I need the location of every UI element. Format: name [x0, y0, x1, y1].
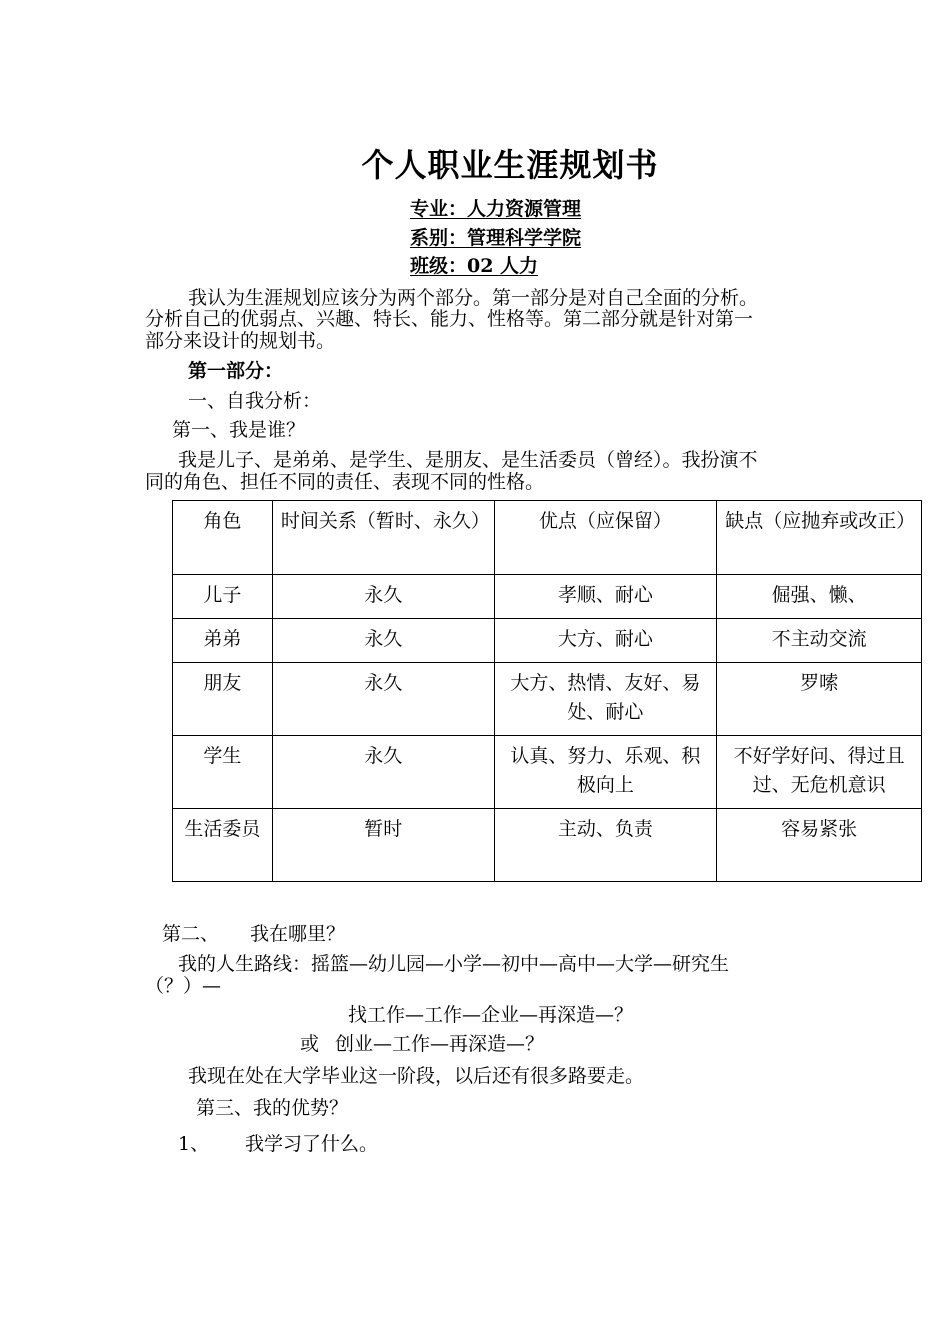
intro-line-3: 部分来设计的规划书。: [145, 330, 336, 352]
major-line: 专业：人力资源管理: [410, 198, 582, 220]
table-cell: 认真、努力、乐观、积极向上: [494, 736, 717, 809]
table-row: [173, 736, 922, 809]
table-cell: 孝顺、耐心: [494, 575, 717, 619]
table-header-cell: 优点（应保留）: [494, 501, 717, 575]
who-am-i-text-1: 我是儿子、是弟弟、是学生、是朋友、是生活委员（曾经）。我扮演不: [178, 449, 758, 471]
table-cell: 倔强、懒、: [717, 575, 922, 619]
life-path-line-3: 找工作—工作—企业—再深造—？: [348, 1004, 634, 1026]
current-stage-text: 我现在处在大学毕业这一阶段，以后还有很多路要走。: [188, 1065, 645, 1087]
part1-heading: 第一部分：: [188, 360, 284, 382]
table-cell: 儿子: [173, 575, 273, 619]
roles-table: [172, 500, 922, 882]
table-cell: 弟弟: [173, 619, 273, 663]
my-advantages-heading: 第三、我的优势？: [196, 1097, 349, 1119]
table-cell: 不好学好问、得过且过、无危机意识: [717, 736, 922, 809]
table-cell: 不主动交流: [717, 619, 922, 663]
table-header-cell: 时间关系（暂时、永久）: [272, 501, 494, 575]
table-cell: 暂时: [272, 809, 494, 882]
table-cell: 大方、耐心: [494, 619, 717, 663]
table-cell: 容易紧张: [717, 809, 922, 882]
who-am-i-heading: 第一、我是谁？: [172, 419, 306, 441]
table-cell: 大方、热情、友好、易处、耐心: [494, 663, 717, 736]
table-cell: 朋友: [173, 663, 273, 736]
list-item-text: 我学习了什么。: [245, 1133, 379, 1155]
table-header-row: [173, 501, 922, 575]
table-header-cell: 缺点（应抛弃或改正）: [717, 501, 922, 575]
page-title: 个人职业生涯规划书: [361, 146, 659, 184]
life-path-line-1: 我的人生路线：摇篮—幼儿园—小学—初中—高中—大学—研究生: [178, 953, 730, 975]
table-row: [173, 809, 922, 882]
where-am-i-number: 第二、: [162, 923, 220, 945]
table-cell: 学生: [173, 736, 273, 809]
table-cell: 永久: [272, 575, 494, 619]
table-header-cell: 角色: [173, 501, 273, 575]
table-cell: 永久: [272, 736, 494, 809]
table-row: [173, 575, 922, 619]
table-row: [173, 663, 922, 736]
where-am-i-heading: 我在哪里？: [250, 923, 346, 945]
list-item-number: 1、: [178, 1133, 210, 1155]
life-path-line-2: （？）—: [145, 975, 222, 997]
table-cell: 生活委员: [173, 809, 273, 882]
life-path-or: 或: [300, 1033, 320, 1055]
department-line: 系别：管理科学学院: [410, 227, 582, 249]
class-line: 班级：02 人力: [410, 255, 539, 277]
intro-line-2: 分析自己的优弱点、兴趣、特长、能力、性格等。第二部分就是针对第一: [145, 308, 754, 330]
table-cell: 永久: [272, 619, 494, 663]
table-row: [173, 619, 922, 663]
who-am-i-text-2: 同的角色、担任不同的责任、表现不同的性格。: [145, 471, 545, 493]
life-path-line-4: 创业—工作—再深造—？: [335, 1033, 545, 1055]
table-cell: 罗嗦: [717, 663, 922, 736]
table-cell: 永久: [272, 663, 494, 736]
self-analysis-heading: 一、自我分析：: [188, 390, 322, 412]
table-cell: 主动、负责: [494, 809, 717, 882]
intro-line-1: 我认为生涯规划应该分为两个部分。第一部分是对自己全面的分析。: [188, 287, 759, 309]
